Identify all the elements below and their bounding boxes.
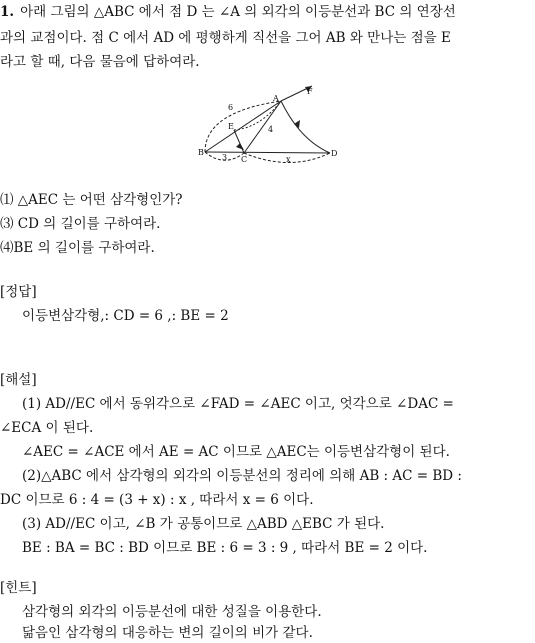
- answer-header: [정답]: [0, 284, 37, 300]
- segment-AC: [244, 101, 281, 153]
- answer-text: 이등변삼각형,: CD = 6 ,: BE = 2: [22, 308, 229, 324]
- explanation-line: ∠ECA 이 된다.: [0, 420, 94, 436]
- geometry-figure: [190, 80, 350, 166]
- hint-line: 삼각형의 외각의 이등분선에 대한 성질을 이용한다.: [22, 604, 322, 620]
- label-len-3: 3: [222, 153, 228, 162]
- label-len-6: 6: [228, 103, 234, 112]
- problem-text-1: 아래 그림의 △ABC 에서 점 D 는 ∠A 의 외각의 이등분선과 BC 의 연장선: [20, 4, 456, 20]
- explanation-line: (3) AD//EC 이고, ∠B 가 공통이므로 △ABD △EBC 가 된다.: [22, 516, 385, 532]
- question-3: ⑶ CD 의 길이를 구하여라.: [0, 216, 161, 232]
- label-E: E: [228, 122, 234, 131]
- question-1: ⑴ △AEC 는 어떤 삼각형인가?: [0, 192, 183, 208]
- problem-number: 1.: [0, 4, 15, 20]
- segment-EC: [234, 130, 244, 153]
- label-A: A: [273, 94, 279, 103]
- explanation-line: BE : BA = BC : BD 이므로 BE : 6 = 3 : 9 , 따라서 BE = 2 이다.: [22, 540, 428, 556]
- explanation-line: (1) AD//EC 에서 동위각으로 ∠FAD = ∠AEC 이고, 엇각으로 ∠DAC =: [22, 396, 454, 412]
- explanation-line: (2)△ABC 에서 삼각형의 외각의 이등분선의 정리에 의해 AB : AC = BD :: [22, 468, 462, 484]
- label-D: D: [331, 149, 338, 158]
- explanation-line: DC 이므로 6 : 4 = (3 + x) : x , 따라서 x = 6 이다.: [0, 492, 314, 508]
- label-F: F: [307, 87, 313, 96]
- hint-header: [힌트]: [0, 580, 37, 596]
- arrow-EC-icon: [236, 143, 244, 150]
- question-4: ⑷BE 의 길이를 구하여라.: [0, 240, 155, 256]
- label-C: C: [241, 155, 248, 164]
- explanation-header: [해설]: [0, 372, 37, 388]
- problem-line-3: 라고 할 때, 다음 물음에 답하여라.: [0, 54, 200, 70]
- problem-line-1: [0, 2, 456, 22]
- label-B: B: [198, 148, 204, 157]
- label-len-4: 4: [268, 125, 274, 134]
- problem-line-2: 과의 교점이다. 점 C 에서 AD 에 평행하게 직선을 그어 AB 와 만나는 점을 E: [0, 30, 451, 46]
- segment-AD: [281, 101, 330, 153]
- explanation-line: ∠AEC = ∠ACE 에서 AE = AC 이므로 △AEC는 이등변삼각형이 된다.: [22, 444, 450, 460]
- label-len-x: x: [286, 155, 291, 164]
- hint-line: 닮음인 삼각형의 대응하는 변의 길이의 비가 같다.: [22, 625, 313, 641]
